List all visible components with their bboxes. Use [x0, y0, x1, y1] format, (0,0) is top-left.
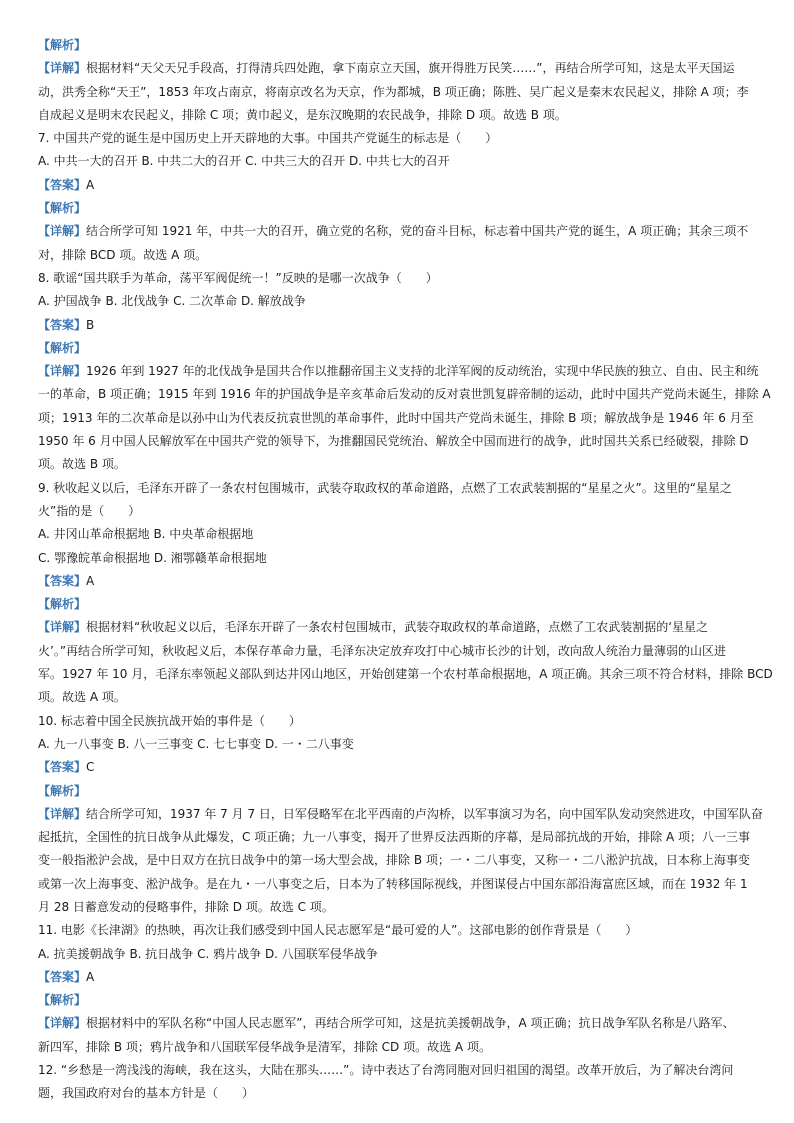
line-text: 1926 年到 1927 年的北伐战争是国共合作以推翻帝国主义支持的北洋军阀的反动统治，实现中华民族的独立、自由、民主和统: [86, 364, 759, 379]
section-tag: 【解析】: [38, 783, 87, 798]
section-tag: 【解析】: [38, 597, 87, 612]
section-tag: 【答案】: [38, 177, 87, 192]
answer-line: [38, 314, 756, 337]
text-line: 项；1913 年的二次革命是以孙中山为代表反抗袁世凯的革命事件，此时中国共产党尚未诞生，排除 B 项；解放战争是 1946 年 6 月至: [38, 410, 754, 425]
text-line: 11. 电影《长津湖》的热映，再次让我们感受到中国人民志愿军是“最可爱的人”。这部电影的创作背景是（ ）: [38, 923, 638, 938]
text-line: 起抵抗，全国性的抗日战争从此爆发，C 项正确；九一八事变，揭开了世界反法西斯的序幕，是局部抗战的开始，排除 A 项；八一三事: [38, 830, 751, 845]
text-line: 火’。”再结合所学可知，秋收起义后，本保存革命力量，毛泽东决定放弃攻打中心城市长沙的计划，改向敌人统治力量薄弱的山区进: [38, 643, 727, 658]
analysis-heading: [38, 593, 756, 616]
section-tag: 【详解】: [38, 620, 87, 635]
section-tag: 【解析】: [38, 38, 87, 52]
section-tag: 【答案】: [38, 317, 87, 332]
text-line: 月 28 日蓄意发动的侵略事件，排除 D 项。故选 C 项。: [38, 899, 334, 914]
text-line: 1950 年 6 月中国人民解放军在中国共产党的领导下，为推翻国民党统治、解放全中国而进行的战争，此时国共关系已经破裂，排除 D: [38, 434, 749, 449]
section-tag: 【解析】: [38, 993, 87, 1008]
text-line: C. 鄂豫皖革命根据地 D. 湘鄂赣革命根据地: [38, 550, 267, 565]
section-tag: 【详解】: [38, 1016, 87, 1031]
answer-line: [38, 966, 756, 989]
detail-line: [38, 616, 756, 639]
text-line: 项。故选 A 项。: [38, 690, 126, 705]
detail-line: [38, 220, 756, 243]
text-line: 或第一次上海事变、淞沪战争。是在九・一八事变之后，日本为了转移国际视线，并图谋侵占中国东部沿海富庶区域，而在 1932 年 1: [38, 876, 748, 891]
line-text: 根据材料“天父天兄手段高，打得清兵四处跑，拿下南京立天国，旗开得胜万民笑……”，再结合所学可知，这是太平天国运: [86, 61, 735, 76]
detail-line: [38, 57, 756, 80]
section-tag: 【详解】: [38, 364, 87, 379]
text-line: A. 护国战争 B. 北伐战争 C. 二次革命 D. 解放战争: [38, 294, 306, 309]
line-text: 根据材料“秋收起义以后，毛泽东开辟了一条农村包围城市，武装夺取政权的革命道路，点燃了工农武装割据的‘星星之: [86, 620, 709, 635]
text-line: 变一般指淞沪会战，是中日双方在抗日战争中的第一场大型会战，排除 B 项；一・二八事变，又称一・二八淞沪抗战，日本称上海事变: [38, 853, 750, 868]
text-line: 新四军，排除 B 项；鸦片战争和八国联军侵华战争是清军，排除 CD 项。故选 A 项。: [38, 1039, 491, 1054]
answer-line: [38, 756, 756, 779]
detail-line: [38, 360, 759, 383]
line-text: 结合所学可知 1921 年，中共一大的召开，确立党的名称，党的奋斗目标，标志着中国共产党的诞生，A 项正确；其余三项不: [86, 224, 749, 239]
section-tag: 【答案】: [38, 573, 87, 588]
analysis-heading: [38, 337, 756, 360]
document-page: [38, 34, 773, 1106]
text-line: 火”指的是（ ）: [38, 503, 141, 518]
analysis-heading: [38, 989, 756, 1012]
text-line: 7. 中国共产党的诞生是中国历史上开天辟地的大事。中国共产党诞生的标志是（ ）: [38, 131, 498, 146]
line-text: 根据材料中的军队名称“中国人民志愿军”，再结合所学可知，这是抗美援朝战争，A 项正确；抗日战争军队名称是八路军、: [86, 1016, 735, 1031]
line-text: A: [86, 573, 95, 588]
answer-line: [38, 174, 756, 197]
detail-line: [38, 1012, 756, 1035]
section-tag: 【详解】: [38, 224, 87, 239]
text-line: 一的革命，B 项正确；1915 年到 1916 年的护国战争是辛亥革命后发动的反对袁世凯复辟帝制的运动，此时中国共产党尚未诞生，排除 A: [38, 387, 771, 402]
section-tag: 【详解】: [38, 61, 87, 76]
text-line: A. 井冈山革命根据地 B. 中央革命根据地: [38, 527, 254, 542]
text-line: 动，洪秀全称“天王”，1853 年攻占南京，将南京改名为天京，作为都城，B 项正确；陈胜、吴广起义是秦末农民起义，排除 A 项；李: [38, 84, 749, 99]
line-text: C: [86, 760, 95, 775]
section-tag: 【详解】: [38, 806, 87, 821]
text-line: A. 抗美援朝战争 B. 抗日战争 C. 鸦片战争 D. 八国联军侵华战争: [38, 946, 378, 961]
text-line: 题，我国政府对台的基本方针是（ ）: [38, 1086, 255, 1101]
text-line: 10. 标志着中国全民族抗战开始的事件是（ ）: [38, 713, 301, 728]
analysis-heading: [38, 780, 756, 803]
text-line: 自成起义是明末农民起义，排除 C 项；黄巾起义，是东汉晚期的农民战争，排除 D 项。故选 B 项。: [38, 107, 567, 122]
text-line: 对，排除 BCD 项。故选 A 项。: [38, 247, 208, 262]
answer-line: [38, 570, 756, 593]
text-line: 军。1927 年 10 月，毛泽东率领起义部队到达井冈山地区，开始创建第一个农村革命根据地，A 项正确。其余三项不符合材料，排除 BCD: [38, 667, 773, 682]
analysis-heading: [38, 34, 756, 57]
analysis-heading: [38, 197, 756, 220]
text-line: 8. 歌谣“国共联手为革命，荡平军阀促统一！”反映的是哪一次战争（ ）: [38, 270, 438, 285]
line-text: A: [86, 969, 95, 984]
section-tag: 【解析】: [38, 340, 87, 355]
section-tag: 【解析】: [38, 201, 87, 216]
text-line: 12. “乡愁是一湾浅浅的海峡，我在这头，大陆在那头……”。诗中表达了台湾同胞对回归祖国的渴望。改革开放后，为了解决台湾问: [38, 1063, 734, 1078]
line-text: A: [86, 177, 95, 192]
text-line: 9. 秋收起义以后，毛泽东开辟了一条农村包围城市，武装夺取政权的革命道路，点燃了工农武装割据的“星星之火”。这里的“星星之: [38, 480, 732, 495]
line-text: B: [86, 317, 95, 332]
text-line: A. 九一八事变 B. 八一三事变 C. 七七事变 D. 一・二八事变: [38, 736, 354, 751]
section-tag: 【答案】: [38, 760, 87, 775]
detail-line: [38, 803, 763, 826]
text-line: 项。故选 B 项。: [38, 457, 126, 472]
section-tag: 【答案】: [38, 969, 87, 984]
text-line: A. 中共一大的召开 B. 中共二大的召开 C. 中共三大的召开 D. 中共七大的召开: [38, 154, 450, 169]
line-text: 结合所学可知，1937 年 7 月 7 日，日军侵略军在北平西南的卢沟桥，以军事演习为名，向中国军队发动突然进攻，中国军队奋: [86, 806, 763, 821]
